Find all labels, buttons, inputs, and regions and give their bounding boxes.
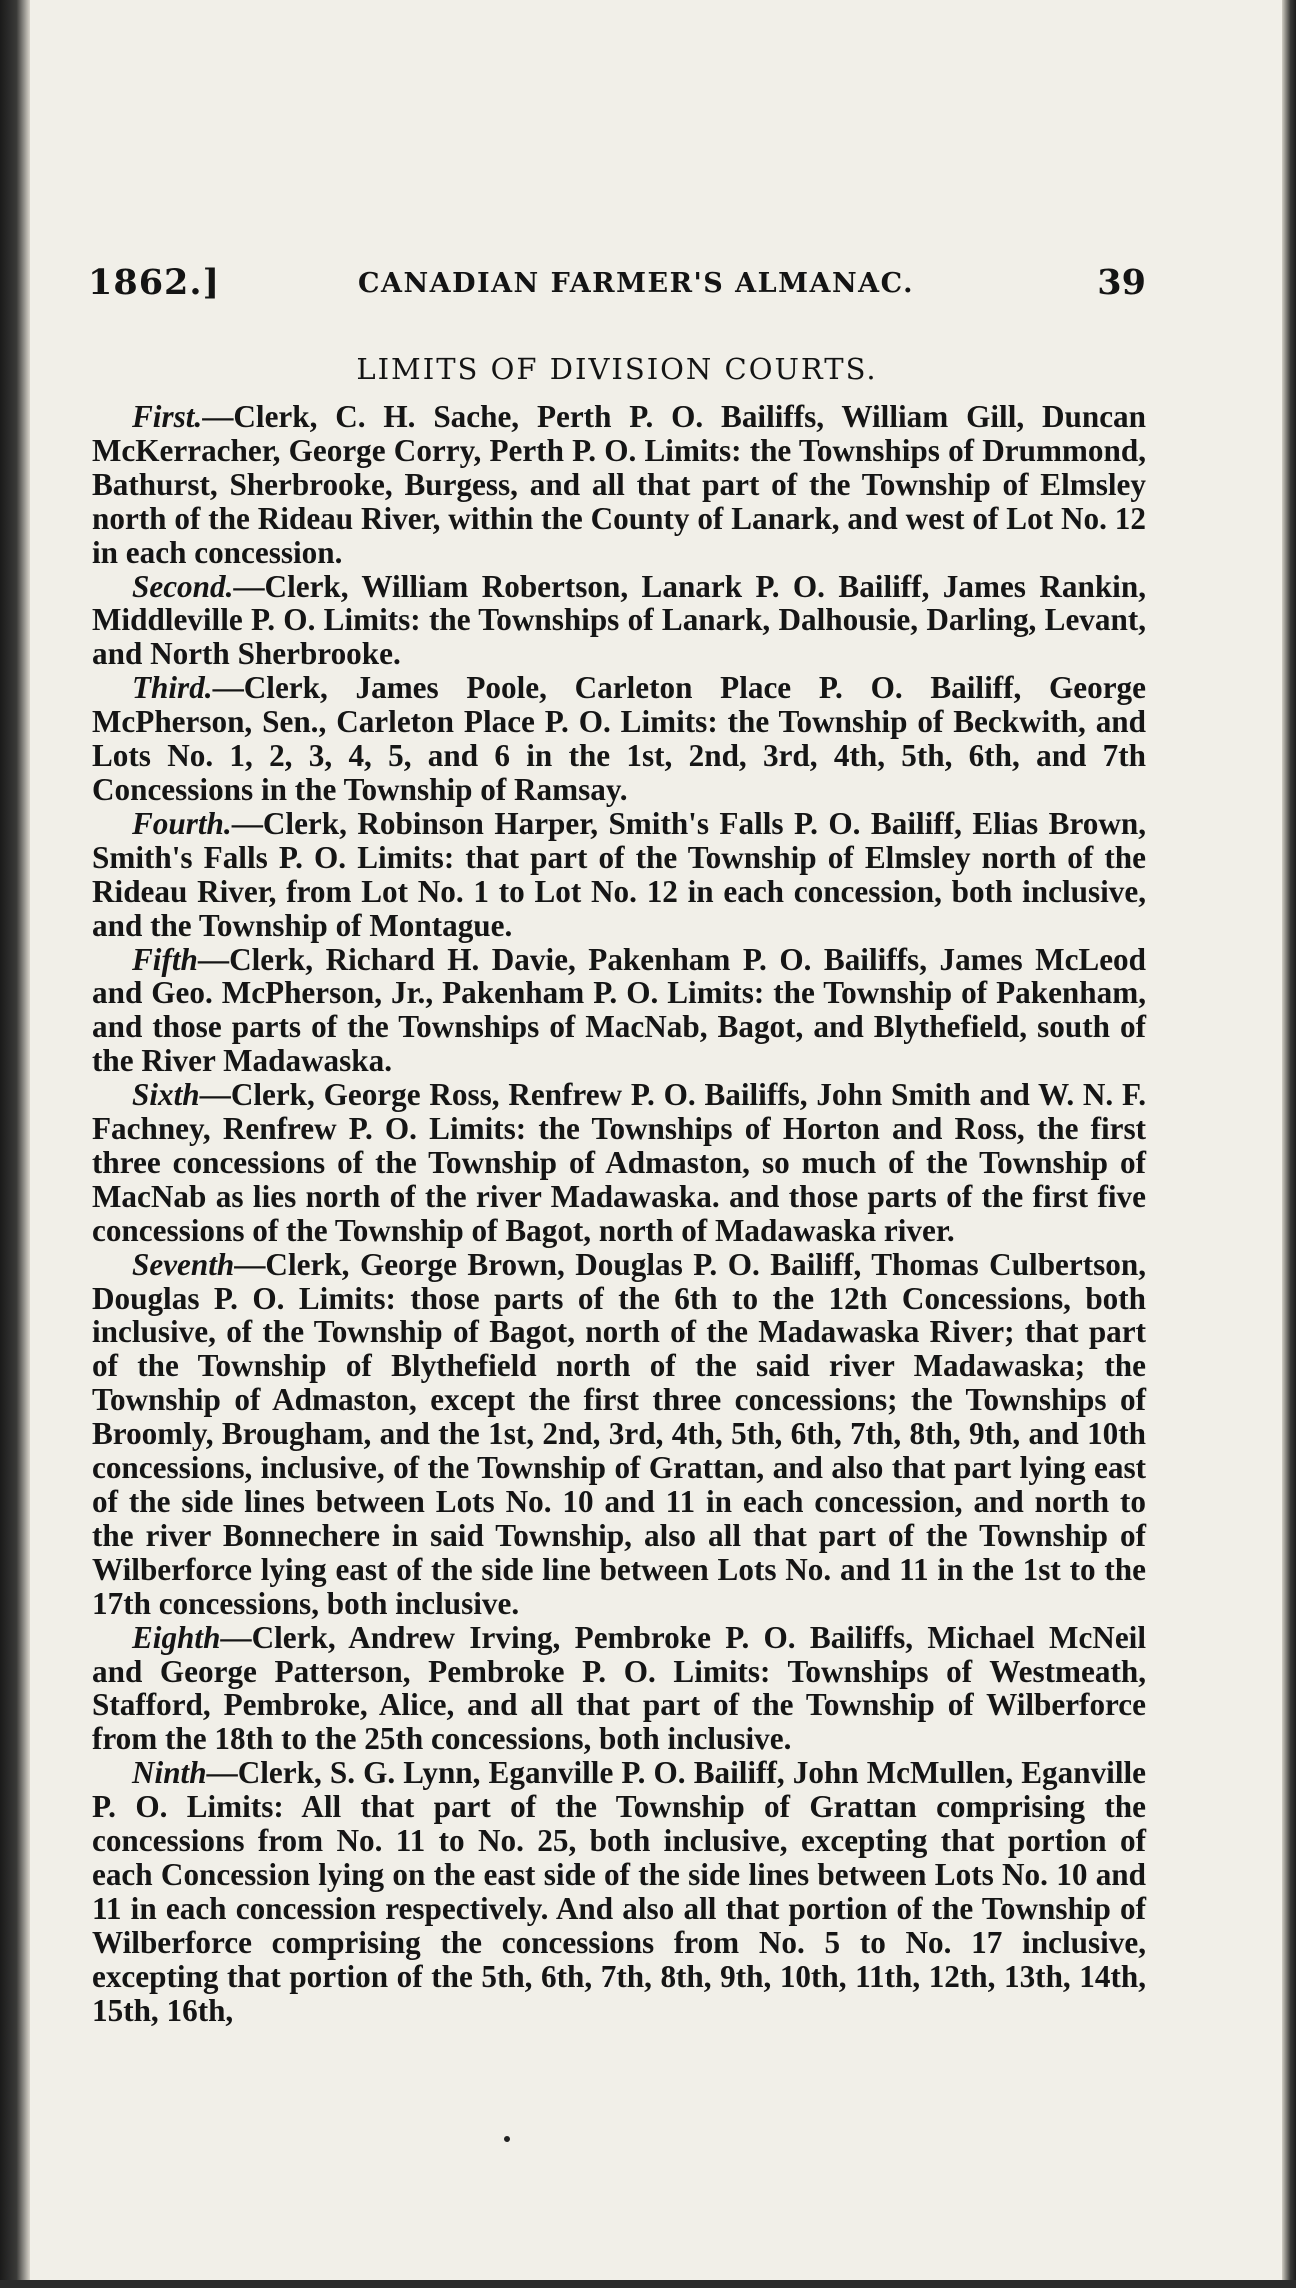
court-text: —Clerk, George Ross, Renfrew P. O. Bailiffs, John Smith and W. N. F. Fachney, Renfrew P. O. Limits: the Townships of Horton and Ross, the first three concessions of the Township of Admaston, so much of the Township of MacNab as lies north of the river Madawaska. and those parts of the first five concessions of the Township of Bagot, north of Madawaska river. — [92, 1077, 1146, 1248]
book-binding-edge — [0, 0, 30, 2288]
court-name: First. — [132, 399, 203, 434]
court-text: —Clerk, Andrew Irving, Pembroke P. O. Bailiffs, Michael McNeil and George Patterson, Pembroke P. O. Limits: Townships of Westmeath, Stafford, Pembroke, Alice, and all that part of the Township of Wilberforce from the 18th to the 25th concessions, both inclusive. — [92, 1619, 1146, 1757]
court-text: —Clerk, Richard H. Davie, Pakenham P. O. Bailiffs, James McLeod and Geo. McPherson, Jr., Pakenham P. O. Limits: the Township of Pakenham, and those parts of the Townships of MacNab, Bagot, and Blythefield, south of the River Madawaska. — [92, 941, 1146, 1079]
court-name: Eighth — [132, 1619, 221, 1655]
court-entry — [92, 671, 1146, 807]
court-text: —Clerk, George Brown, Douglas P. O. Bailiff, Thomas Culbertson, Douglas P. O. Limits: those parts of the 6th to the 12th Concessions, both inclusive, of the Township of Bagot, north of the Madawaska River; that part of the Township of Blythefield north of the said river Madawaska; the Township of Admaston, except the first three concessions; the Townships of Broomly, Brougham, and the 1st, 2nd, 3rd, 4th, 5th, 6th, 7th, 8th, 9th, and 10th concessions, inclusive, of the Township of Grattan, and also that part lying east of the side lines between Lots No. 10 and 11 in each concession, and north to the river Bonnechere in said Township, also all that part of the Township of Wilberforce lying east of the side line between Lots No. and 11 in the 1st to the 17th concessions, both inclusive. — [92, 1246, 1146, 1621]
court-name: Second. — [132, 568, 234, 604]
court-entry — [92, 400, 1146, 570]
court-text: —Clerk, William Robertson, Lanark P. O. Bailiff, James Rankin, Middleville P. O. Limits: the Townships of Lanark, Dalhousie, Darling, Levant, and North Sherbrooke. — [92, 568, 1146, 672]
ink-speck — [504, 2136, 510, 2142]
court-name: Seventh — [132, 1246, 235, 1282]
court-entry — [92, 1078, 1146, 1248]
section-title: LIMITS OF DIVISION COURTS. — [356, 352, 878, 386]
court-name: Fourth. — [132, 805, 232, 841]
page-bottom-edge — [0, 2280, 1296, 2288]
court-entry — [92, 943, 1146, 1079]
court-entry — [92, 570, 1146, 672]
court-name: Fifth — [132, 941, 198, 977]
court-entry — [92, 1756, 1146, 2027]
court-name: Third. — [132, 670, 213, 706]
court-entry — [92, 1248, 1146, 1621]
running-header — [88, 262, 1146, 312]
court-text: —Clerk, James Poole, Carleton Place P. O. Bailiff, George McPherson, Sen., Carleton Place P. O. Limits: the Township of Beckwith, and Lots No. 1, 2, 3, 4, 5, and 6 in the 1st, 2nd, 3rd, 4th, 5th, 6th, and 7th Concessions in the Township of Ramsay. — [92, 670, 1146, 807]
division-courts-list — [92, 400, 1146, 2028]
page-right-edge — [1282, 0, 1296, 2288]
court-entry — [92, 1621, 1146, 1757]
court-text: —Clerk, Robinson Harper, Smith's Falls P. O. Bailiff, Elias Brown, Smith's Falls P. O. Limits: that part of the Township of Elmsley north of the Rideau River, from Lot No. 1 to Lot No. 12 in each concession, both inclusive, and the Township of Montague. — [92, 805, 1146, 943]
header-year: 1862.] — [88, 262, 221, 303]
court-text: —Clerk, S. G. Lynn, Eganville P. O. Bailiff, John McMullen, Eganville P. O. Limits: All that part of the Township of Grattan comprising the concessions from No. 11 to No. 25, both inclusive, excepting that portion of each Concession lying on the east side of the side lines between Lots No. 10 and 11 in each concession respectively. And also all that portion of the Township of Wilberforce comprising the concessions from No. 5 to No. 17 inclusive, excepting that portion of the 5th, 6th, 7th, 8th, 9th, 10th, 11th, 12th, 13th, 14th, 15th, 16th, — [92, 1755, 1146, 2028]
court-name: Ninth — [132, 1755, 207, 1791]
court-entry — [92, 807, 1146, 943]
header-title: CANADIAN FARMER'S ALMANAC. — [358, 268, 914, 299]
page-number: 39 — [1097, 262, 1146, 303]
court-text: —Clerk, C. H. Sache, Perth P. O. Bailiffs, William Gill, Duncan McKerracher, George Corry, Perth P. O. Limits: the Townships of Drummond, Bathurst, Sherbrooke, Burgess, and all that part of the Township of Elmsley north of the Rideau River, within the County of Lanark, and west of Lot No. 12 in each concession. — [92, 399, 1146, 570]
court-name: Sixth — [132, 1077, 200, 1113]
